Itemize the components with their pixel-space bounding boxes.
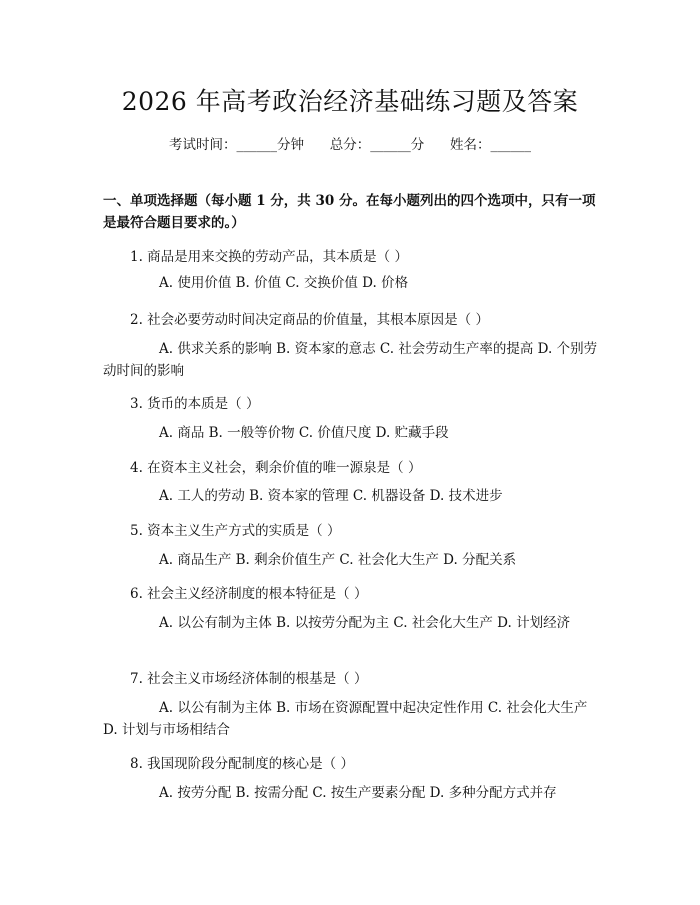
question-stem: 7. 社会主义市场经济体制的根基是（ ） [130,671,368,687]
question-stem: 2. 社会必要劳动时间决定商品的价值量，其根本原因是（ ） [130,312,489,328]
question-options: A. 以公有制为主体 B. 市场在资源配置中起决定性作用 C. 社会化大生产 D. 计划与市场相结合 [103,700,588,738]
question-stem: 3. 货币的本质是（ ） [130,396,260,412]
question-stem: 4. 在资本主义社会，剩余价值的唯一源泉是（ ） [130,460,422,476]
page-title: 2026 年高考政治经济基础练习题及答案 [121,87,579,116]
section-heading: 一、单项选择题（每小题 1 分，共 30 分。在每小题列出的四个选项中，只有一项是最符合题目要求的。） [103,193,596,231]
question-stem: 8. 我国现阶段分配制度的核心是（ ） [130,756,354,772]
question-stem: 6. 社会主义经济制度的根本特征是（ ） [130,586,368,602]
question-stem: 5. 资本主义生产方式的实质是（ ） [130,523,341,539]
question-options: A. 按劳分配 B. 按需分配 C. 按生产要素分配 D. 多种分配方式并存 [159,785,557,801]
question-options: A. 供求关系的影响 B. 资本家的意志 C. 社会劳动生产率的提高 D. 个别劳动时间的影响 [103,341,598,379]
question-options: A. 工人的劳动 B. 资本家的管理 C. 机器设备 D. 技术进步 [159,488,503,504]
question-options: A. 商品生产 B. 剩余价值生产 C. 社会化大生产 D. 分配关系 [159,552,517,568]
question-stem: 1. 商品是用来交换的劳动产品，其本质是（ ） [130,249,408,265]
question-options: A. 以公有制为主体 B. 以按劳分配为主 C. 社会化大生产 D. 计划经济 [159,615,571,631]
exam-info-line: 考试时间：______分钟 总分：______分 姓名：______ [169,137,531,153]
question-options: A. 使用价值 B. 价值 C. 交换价值 D. 价格 [159,275,409,291]
question-options: A. 商品 B. 一般等价物 C. 价值尺度 D. 贮藏手段 [159,425,449,441]
